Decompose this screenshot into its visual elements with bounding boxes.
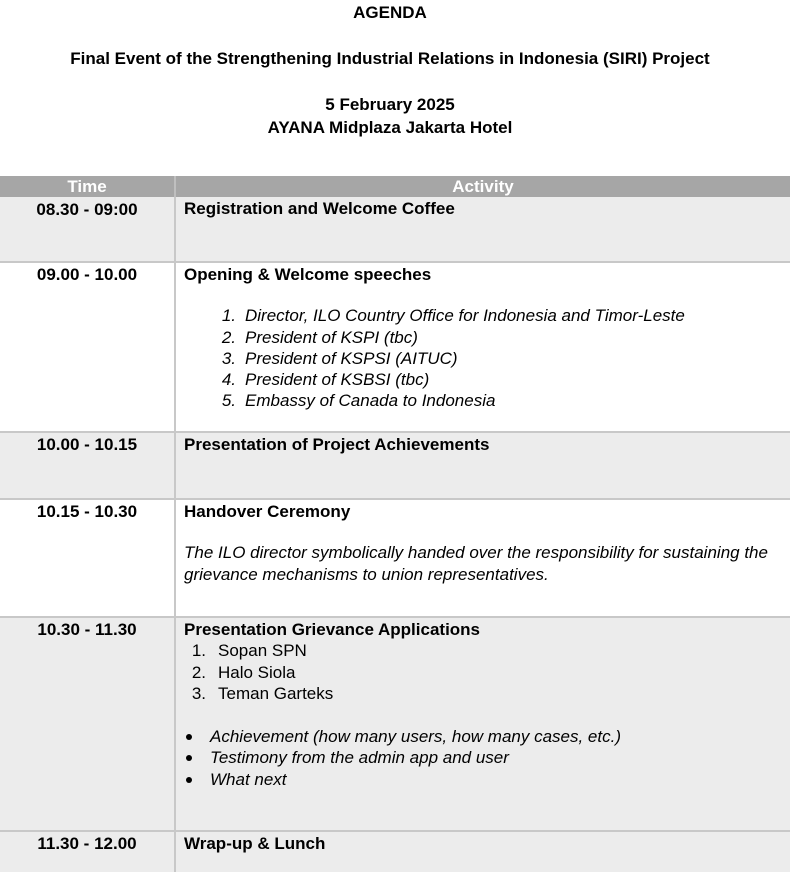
row-time: 11.30 - 12.00	[37, 834, 137, 853]
bullet-icon	[186, 777, 192, 783]
list-item: 3. Teman Garteks	[191, 683, 334, 703]
list-item: 1. Sopan SPN	[191, 641, 307, 661]
row-activity	[184, 833, 784, 854]
table-row	[0, 500, 790, 618]
activity-title: Registration and Welcome Coffee	[184, 199, 455, 218]
column-header-activity: Activity	[452, 177, 514, 196]
row-activity	[184, 434, 784, 455]
column-divider	[174, 433, 176, 498]
row-activity	[184, 198, 784, 219]
activity-title: Presentation Grievance Applications	[184, 620, 481, 639]
column-divider	[174, 500, 176, 616]
list-item: 1. Director, ILO Country Office for Indonesia and Timor-Leste	[221, 306, 685, 326]
activity-title: Presentation of Project Achievements	[184, 435, 490, 454]
table-header	[0, 176, 790, 197]
list-item: 5. Embassy of Canada to Indonesia	[221, 391, 496, 411]
event-title: Final Event of the Strengthening Industrial Relations in Indonesia (SIRI) Project	[70, 49, 710, 68]
column-divider	[174, 263, 176, 431]
row-time: 10.00 - 10.15	[36, 435, 138, 454]
activity-title: Wrap-up & Lunch	[184, 834, 326, 853]
row-time: 08.30 - 09:00	[36, 200, 138, 219]
bullet-icon	[186, 734, 192, 740]
row-activity	[184, 264, 784, 412]
list-item: 3. President of KSPSI (AITUC)	[221, 348, 458, 368]
row-time: 09.00 - 10.00	[36, 265, 138, 284]
event-venue: AYANA Midplaza Jakarta Hotel	[267, 118, 513, 137]
agenda-table	[0, 176, 790, 872]
row-time: 10.15 - 10.30	[36, 502, 138, 521]
activity-title: Handover Ceremony	[184, 502, 351, 521]
speaker-list	[184, 305, 784, 411]
list-item: 4. President of KSBSI (tbc)	[221, 370, 430, 390]
table-row	[0, 433, 790, 500]
bullet-list	[184, 726, 784, 790]
bullet-item: What next	[184, 769, 784, 790]
row-activity	[184, 501, 784, 585]
column-header-time: Time	[67, 177, 107, 196]
activity-title: Opening & Welcome speeches	[184, 265, 432, 284]
event-date: 5 February 2025	[325, 95, 455, 114]
column-divider	[174, 197, 176, 261]
bullet-item: Achievement (how many users, how many cases, etc.)	[184, 726, 784, 747]
bullet-item: Testimony from the admin app and user	[184, 747, 784, 768]
column-divider	[174, 832, 176, 872]
list-item: 2. President of KSPI (tbc)	[221, 327, 418, 347]
row-activity	[184, 619, 784, 790]
table-row	[0, 832, 790, 872]
table-row	[0, 618, 790, 832]
table-row	[0, 263, 790, 433]
list-item: 2. Halo Siola	[191, 662, 296, 682]
application-list	[158, 640, 784, 704]
row-time: 10.30 - 11.30	[37, 620, 137, 639]
bullet-icon	[186, 755, 192, 761]
activity-note: The ILO director symbolically handed over the responsibility for sustaining the grievance mechanisms to union representatives.	[184, 543, 768, 584]
table-row	[0, 197, 790, 263]
agenda-heading: AGENDA	[353, 3, 427, 22]
